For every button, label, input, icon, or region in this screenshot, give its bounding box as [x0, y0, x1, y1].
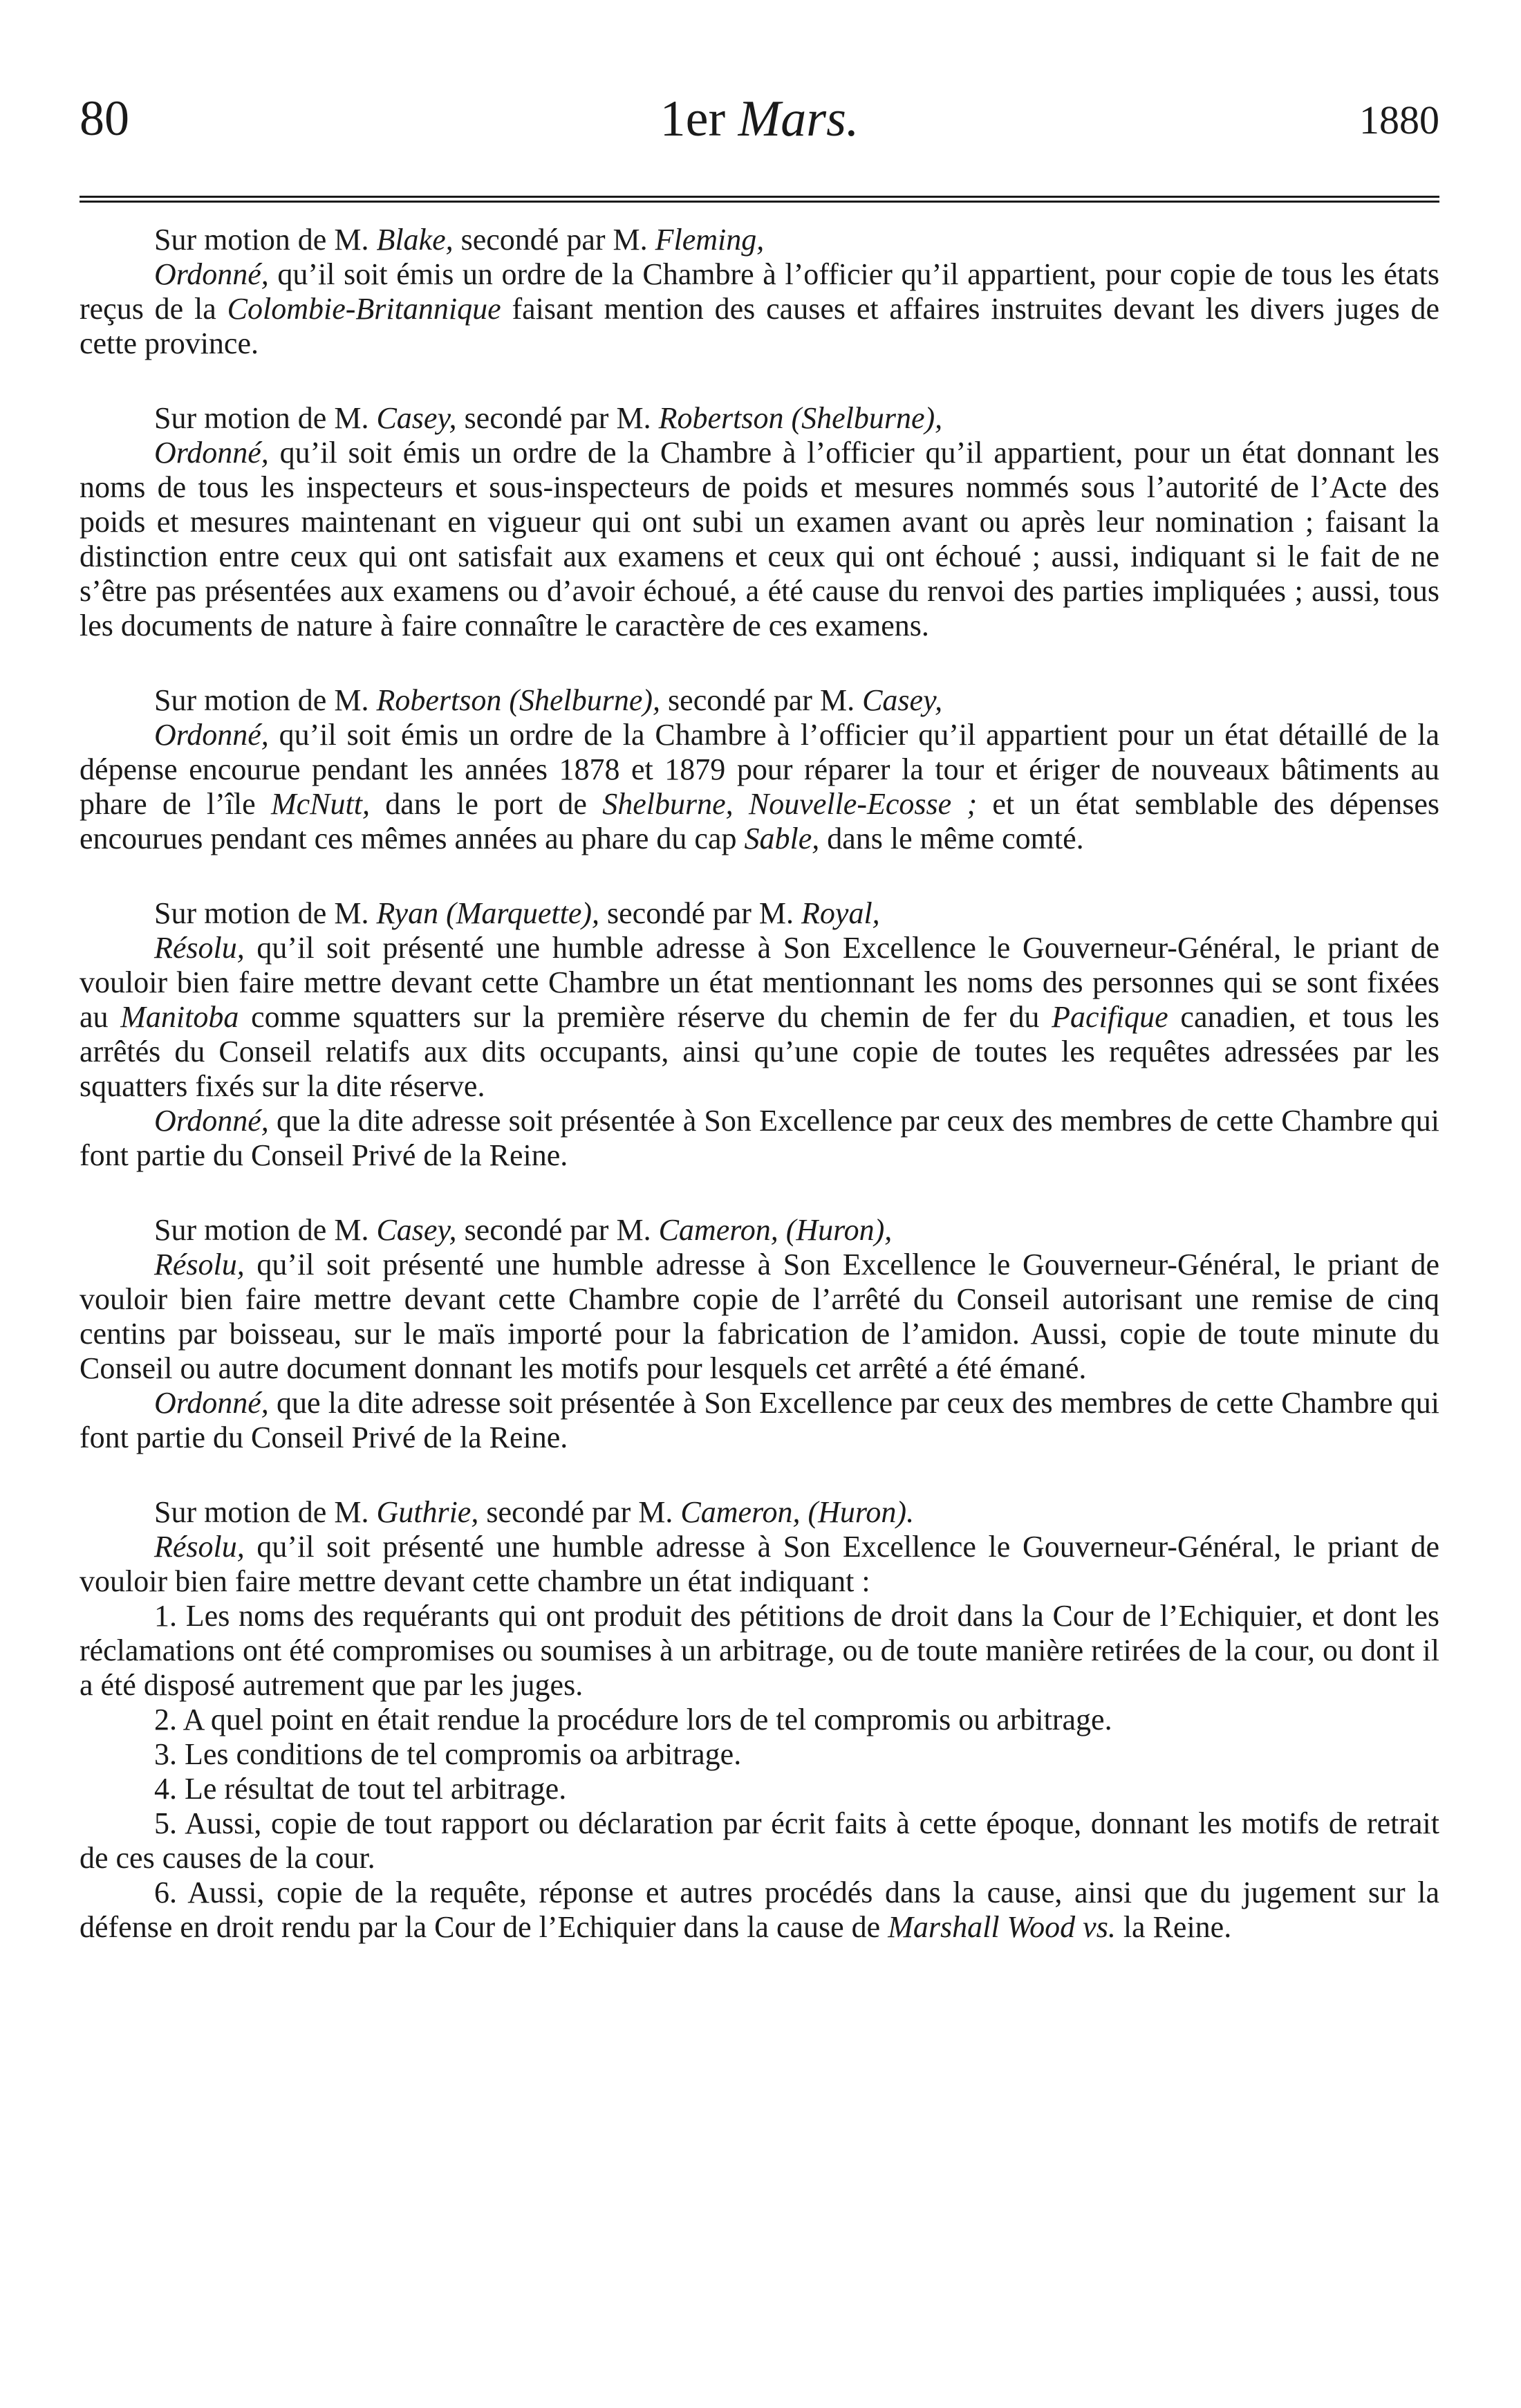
- motion-paragraph: Résolu, qu’il soit présenté une humble adresse à Son Excellence le Gouverneur-Général, le priant de vouloir bien faire mettre devant cette chambre un état indiquant :: [80, 1530, 1439, 1598]
- motion-block: [80, 896, 1439, 1173]
- motion-block: [80, 223, 1439, 361]
- list-item: 2. A quel point en était rendue la procédure lors de tel compromis ou arbitrage.: [154, 1703, 1112, 1736]
- motion-paragraph: Ordonné, qu’il soit émis un ordre de la Chambre à l’officier qu’il appartient, pour copie de tous les états reçus de la Colombie-Britannique faisant mention des causes et affaires instruites devant les divers juges de cette province.: [80, 257, 1439, 360]
- list-item: 6. Aussi, copie de la requête, réponse et autres procédés dans la cause, ainsi que du jugement sur la défense en droit rendu par la Cour de l’Echiquier dans la cause de Marshall Wood vs. la Reine.: [80, 1876, 1439, 1944]
- page-date: [80, 90, 1439, 149]
- page-header: [80, 90, 1439, 166]
- motion-heading: Sur motion de M. Robertson (Shelburne), secondé par M. Casey,: [154, 683, 943, 717]
- date-month: Mars.: [738, 91, 859, 147]
- motion-heading: Sur motion de M. Blake, secondé par M. Fleming,: [154, 223, 765, 257]
- page-year: 1880: [1359, 98, 1439, 142]
- motion-heading: Sur motion de M. Guthrie, secondé par M. Cameron, (Huron).: [154, 1495, 915, 1529]
- list-item: 4. Le résultat de tout tel arbitrage.: [154, 1772, 567, 1806]
- motion-paragraph: Ordonné, qu’il soit émis un ordre de la Chambre à l’officier qu’il appartient pour un état détaillé de la dépense encourue pendant les années 1878 et 1879 pour réparer la tour et ériger de nouveaux bâtiments au phare de l’île McNutt, dans le port de Shelburne, Nouvelle-Ecosse ; et un état semblable des dépenses encourues pendant ces mêmes années au phare du cap Sable, dans le même comté.: [80, 718, 1440, 855]
- motion-paragraph: Ordonné, que la dite adresse soit présentée à Son Excellence par ceux des membres de cette Chambre qui font partie du Conseil Privé de la Reine.: [80, 1104, 1439, 1172]
- date-day: 1er: [660, 91, 726, 147]
- header-rule: [80, 196, 1439, 203]
- motion-paragraph: Résolu, qu’il soit présenté une humble adresse à Son Excellence le Gouverneur-Général, le priant de vouloir bien faire mettre devant cette Chambre copie de l’arrêté du Conseil autorisant une remise de cinq centins par boisseau, sur le maïs importé pour la fabrication de l’amidon. Aussi, copie de toute minute du Conseil ou autre document donnant les motifs pour lesquels cet arrêté a été émané.: [80, 1248, 1439, 1385]
- motion-block: [80, 401, 1439, 643]
- motion-heading: Sur motion de M. Casey, secondé par M. Cameron, (Huron),: [154, 1213, 893, 1247]
- motion-paragraph: Ordonné, que la dite adresse soit présentée à Son Excellence par ceux des membres de cette Chambre qui font partie du Conseil Privé de la Reine.: [80, 1386, 1439, 1454]
- list-item: 5. Aussi, copie de tout rapport ou déclaration par écrit faits à cette époque, donnant les motifs de retrait de ces causes de la cour.: [80, 1806, 1439, 1875]
- motion-block: [80, 1213, 1439, 1455]
- motion-block: [80, 683, 1439, 856]
- motion-paragraph: Ordonné, qu’il soit émis un ordre de la Chambre à l’officier qu’il appartient, pour un état donnant les noms de tous les inspecteurs et sous-inspecteurs de poids et mesures nommés sous l’autorité de l’Acte des poids et mesures maintenant en vigueur qui ont subi un examen avant ou après leur nomination ; faisant la distinction entre ceux qui ont satisfait aux examens et ceux qui ont échoué ; aussi, indiquant si le fait de ne s’être pas présentées aux examens ou d’avoir échoué, a été cause du renvoi des parties impliquées ; aussi, tous les documents de nature à faire connaître le caractère de ces examens.: [80, 436, 1439, 642]
- motion-block: [80, 1495, 1439, 1945]
- motion-heading: Sur motion de M. Ryan (Marquette), secondé par M. Royal,: [154, 896, 880, 930]
- motion-paragraph: Résolu, qu’il soit présenté une humble adresse à Son Excellence le Gouverneur-Général, le priant de vouloir bien faire mettre devant cette Chambre un état mentionnant les noms des personnes qui se sont fixées au Manitoba comme squatters sur la première réserve du chemin de fer du Pacifique canadien, et tous les arrêtés du Conseil relatifs aux dits occupants, ainsi qu’une copie de toutes les requêtes adressées par les squatters fixés sur la dite réserve.: [80, 931, 1439, 1103]
- list-item: 3. Les conditions de tel compromis oa arbitrage.: [154, 1737, 742, 1771]
- page-content: [80, 223, 1439, 1985]
- motion-heading: Sur motion de M. Casey, secondé par M. Robertson (Shelburne),: [154, 401, 943, 435]
- list-item: 1. Les noms des requérants qui ont produit des pétitions de droit dans la Cour de l’Echiquier, et dont les réclamations ont été compromises ou soumises à un arbitrage, ou de toute manière retirées de la cour, ou dont il a été disposé autrement que par les juges.: [80, 1599, 1439, 1702]
- page-number: 80: [80, 91, 129, 146]
